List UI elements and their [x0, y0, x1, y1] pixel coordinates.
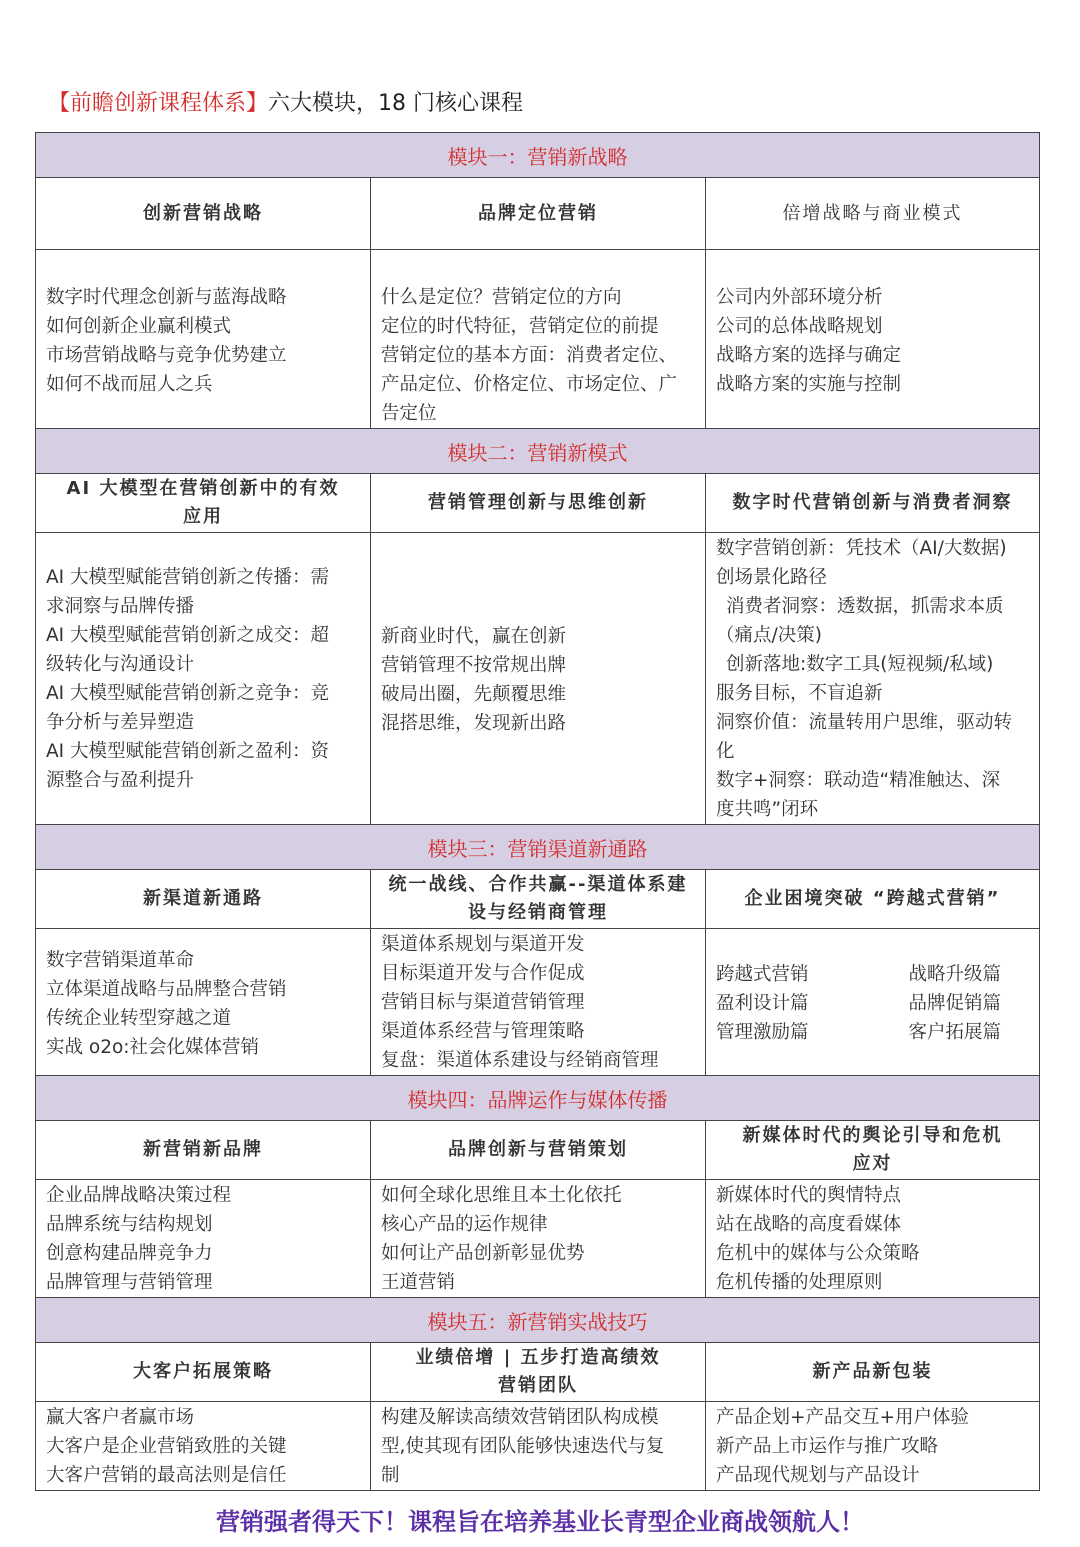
- course-content: AI 大模型赋能营销创新之传播：需 求洞察与品牌传播 AI 大模型赋能营销创新之成交：超 级转化与沟通设计 AI 大模型赋能营销创新之竞争：竞 争分析与差异塑造 AI 大模型赋能营销创新之盈利：资 源整合与盈利提升: [36, 533, 371, 825]
- course-title: 新媒体时代的舆论引导和危机应对: [706, 1121, 1040, 1180]
- module-header: 模块三：营销渠道新通路: [36, 825, 1040, 870]
- course-title: 新产品新包装: [706, 1343, 1040, 1402]
- course-title: 倍增战略与商业模式: [706, 178, 1040, 250]
- title-text: 六大模块，18 门核心课程: [268, 91, 524, 116]
- course-content: 新商业时代，赢在创新 营销管理不按常规出牌 破局出圈，先颠覆思维 混搭思维，发现新出路: [371, 533, 706, 825]
- course-title: AI 大模型在营销创新中的有效应用: [36, 474, 371, 533]
- module-header: 模块五：新营销实战技巧: [36, 1298, 1040, 1343]
- course-content: 什么是定位？营销定位的方向 定位的时代特征，营销定位的前提 营销定位的基本方面：消费者定位、 产品定位、价格定位、市场定位、广 告定位: [371, 250, 706, 429]
- course-content: 企业品牌战略决策过程 品牌系统与结构规划 创意构建品牌竞争力 品牌管理与营销管理: [36, 1180, 371, 1298]
- course-title: 业绩倍增 | 五步打造高绩效营销团队: [371, 1343, 706, 1402]
- course-title: 数字时代营销创新与消费者洞察: [706, 474, 1040, 533]
- module-header: 模块二：营销新模式: [36, 429, 1040, 474]
- course-content: 数字营销渠道革命 立体渠道战略与品牌整合营销 传统企业转型穿越之道 实战 o2o:社会化媒体营销: [36, 929, 371, 1076]
- course-content: 渠道体系规划与渠道开发 目标渠道开发与合作促成 营销目标与渠道营销管理 渠道体系经营与管理策略 复盘：渠道体系建设与经销商管理: [371, 929, 706, 1076]
- course-content: 数字营销创新：凭技术（AI/大数据) 创场景化路径 消费者洞察：透数据，抓需求本质 （痛点/决策) 创新落地:数字工具(短视频/私域) 服务目标，不盲追新 洞察价值：流量转用户思维，驱动转 化 数字+洞察：联动造“精准触达、深 度共鸣”闭环: [706, 533, 1040, 825]
- course-table: [35, 132, 1040, 1491]
- course-title: 新渠道新通路: [36, 870, 371, 929]
- footer-slogan: 营销强者得天下！课程旨在培养基业长青型企业商战领航人！: [216, 1508, 864, 1536]
- course-content: 赢大客户者赢市场 大客户是企业营销致胜的关键 大客户营销的最高法则是信任: [36, 1402, 371, 1491]
- course-content: 产品企划+产品交互+用户体验 新产品上市运作与推广攻略 产品现代规划与产品设计: [706, 1402, 1040, 1491]
- course-content: 数字时代理念创新与蓝海战略 如何创新企业赢利模式 市场营销战略与竞争优势建立 如何不战而屈人之兵: [36, 250, 371, 429]
- course-content: 新媒体时代的舆情特点 站在战略的高度看媒体 危机中的媒体与公众策略 危机传播的处理原则: [706, 1180, 1040, 1298]
- course-title: 营销管理创新与思维创新: [371, 474, 706, 533]
- course-content: 构建及解读高绩效营销团队构成模 型,使其现有团队能够快速迭代与复 制: [371, 1402, 706, 1491]
- course-title: 大客户拓展策略: [36, 1343, 371, 1402]
- page-title: [48, 86, 523, 117]
- title-highlight: 【前瞻创新课程体系】: [48, 91, 269, 116]
- course-title: 统一战线、合作共赢--渠道体系建设与经销商管理: [371, 870, 706, 929]
- module-header: 模块四：品牌运作与媒体传播: [36, 1076, 1040, 1121]
- course-title: 企业困境突破 “跨越式营销”: [706, 870, 1040, 929]
- course-content: 如何全球化思维且本土化依托 核心产品的运作规律 如何让产品创新彰显优势 王道营销: [371, 1180, 706, 1298]
- course-title: 品牌创新与营销策划: [371, 1121, 706, 1180]
- course-content: 公司内外部环境分析 公司的总体战略规划 战略方案的选择与确定 战略方案的实施与控制: [706, 250, 1040, 429]
- course-content: 跨越式营销 战略升级篇 盈利设计篇 品牌促销篇 管理激励篇 客户拓展篇: [706, 929, 1040, 1076]
- course-title: 品牌定位营销: [371, 178, 706, 250]
- module-header: 模块一：营销新战略: [36, 133, 1040, 178]
- course-title: 新营销新品牌: [36, 1121, 371, 1180]
- course-title: 创新营销战略: [36, 178, 371, 250]
